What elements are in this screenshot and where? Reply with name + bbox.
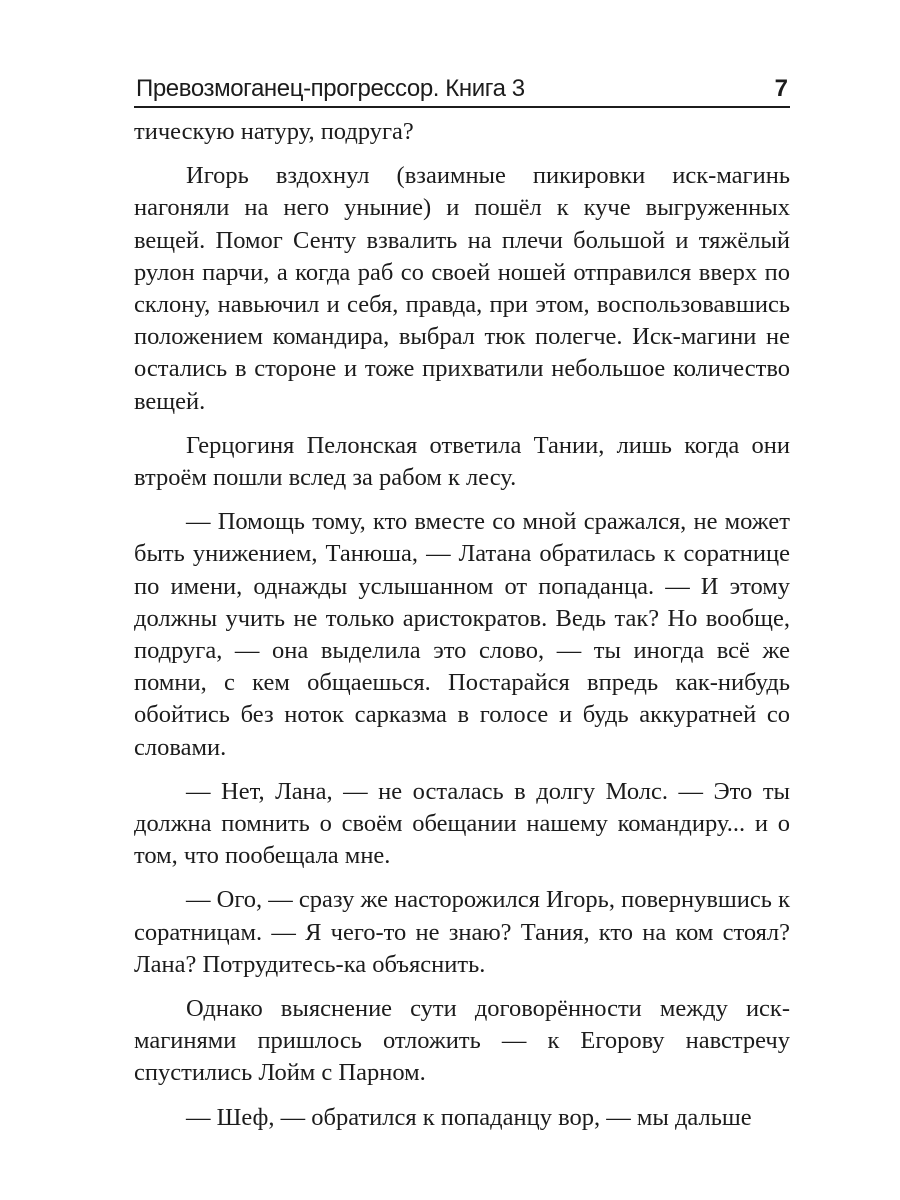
paragraph: — Нет, Лана, — не осталась в долгу Молс. — Это ты должна помнить о своём обещании нашему командиру... и о том, что пообещала мне. xyxy=(134,777,790,870)
paragraph: — Ого, — сразу же насторожился Игорь, повернувшись к соратницам. — Я чего-то не знаю? Тания, кто на ком стоял? Лана? Потрудитесь-ка объяснить. xyxy=(134,886,790,978)
paragraph: Игорь вздохнул (взаимные пикировки иск-магинь нагоняли на него уныние) и пошёл к куче выгруженных вещей. Помог Сенту взвалить на плечи большой и тяжёлый рулон парчи, а когда раб со своей ношей отправился вверх по склону, навьючил и себя, правда, при этом, воспользовавшись положением командира, выбрал тюк полегче. Иск-магини не остались в стороне и тоже прихватили небольшое количество вещей. xyxy=(134,162,790,415)
body-text xyxy=(134,116,790,1146)
book-title: Превозмоганец-прогрессор. Книга 3 xyxy=(136,75,525,102)
running-head xyxy=(134,72,790,108)
page-number: 7 xyxy=(774,75,788,102)
paragraph-continued: тическую натуру, подруга? xyxy=(134,118,414,145)
paragraph: — Шеф, — обратился к попаданцу вор, — мы дальше xyxy=(186,1103,752,1131)
paragraph: Герцогиня Пелонская ответила Тании, лишь когда они втроём пошли вслед за рабом к лесу. xyxy=(134,431,790,492)
paragraph: Однако выяснение сути договорённости между иск-магинями пришлось отложить — к Егорову навстречу спустились Лойм с Парном. xyxy=(134,995,790,1087)
paragraph: — Помощь тому, кто вместе со мной сражался, не может быть унижением, Танюша, — Латана обратилась к соратнице по имени, однажды услышанном от попаданца. — И этому должны учить не только аристократов. Ведь так? Но вообще, подруга, — она выделила это слово, — ты иногда всё же помни, с кем общаешься. Постарайся впредь как-нибудь обойтись без ноток сарказма в голосе и будь аккуратней со словами. xyxy=(134,508,790,761)
